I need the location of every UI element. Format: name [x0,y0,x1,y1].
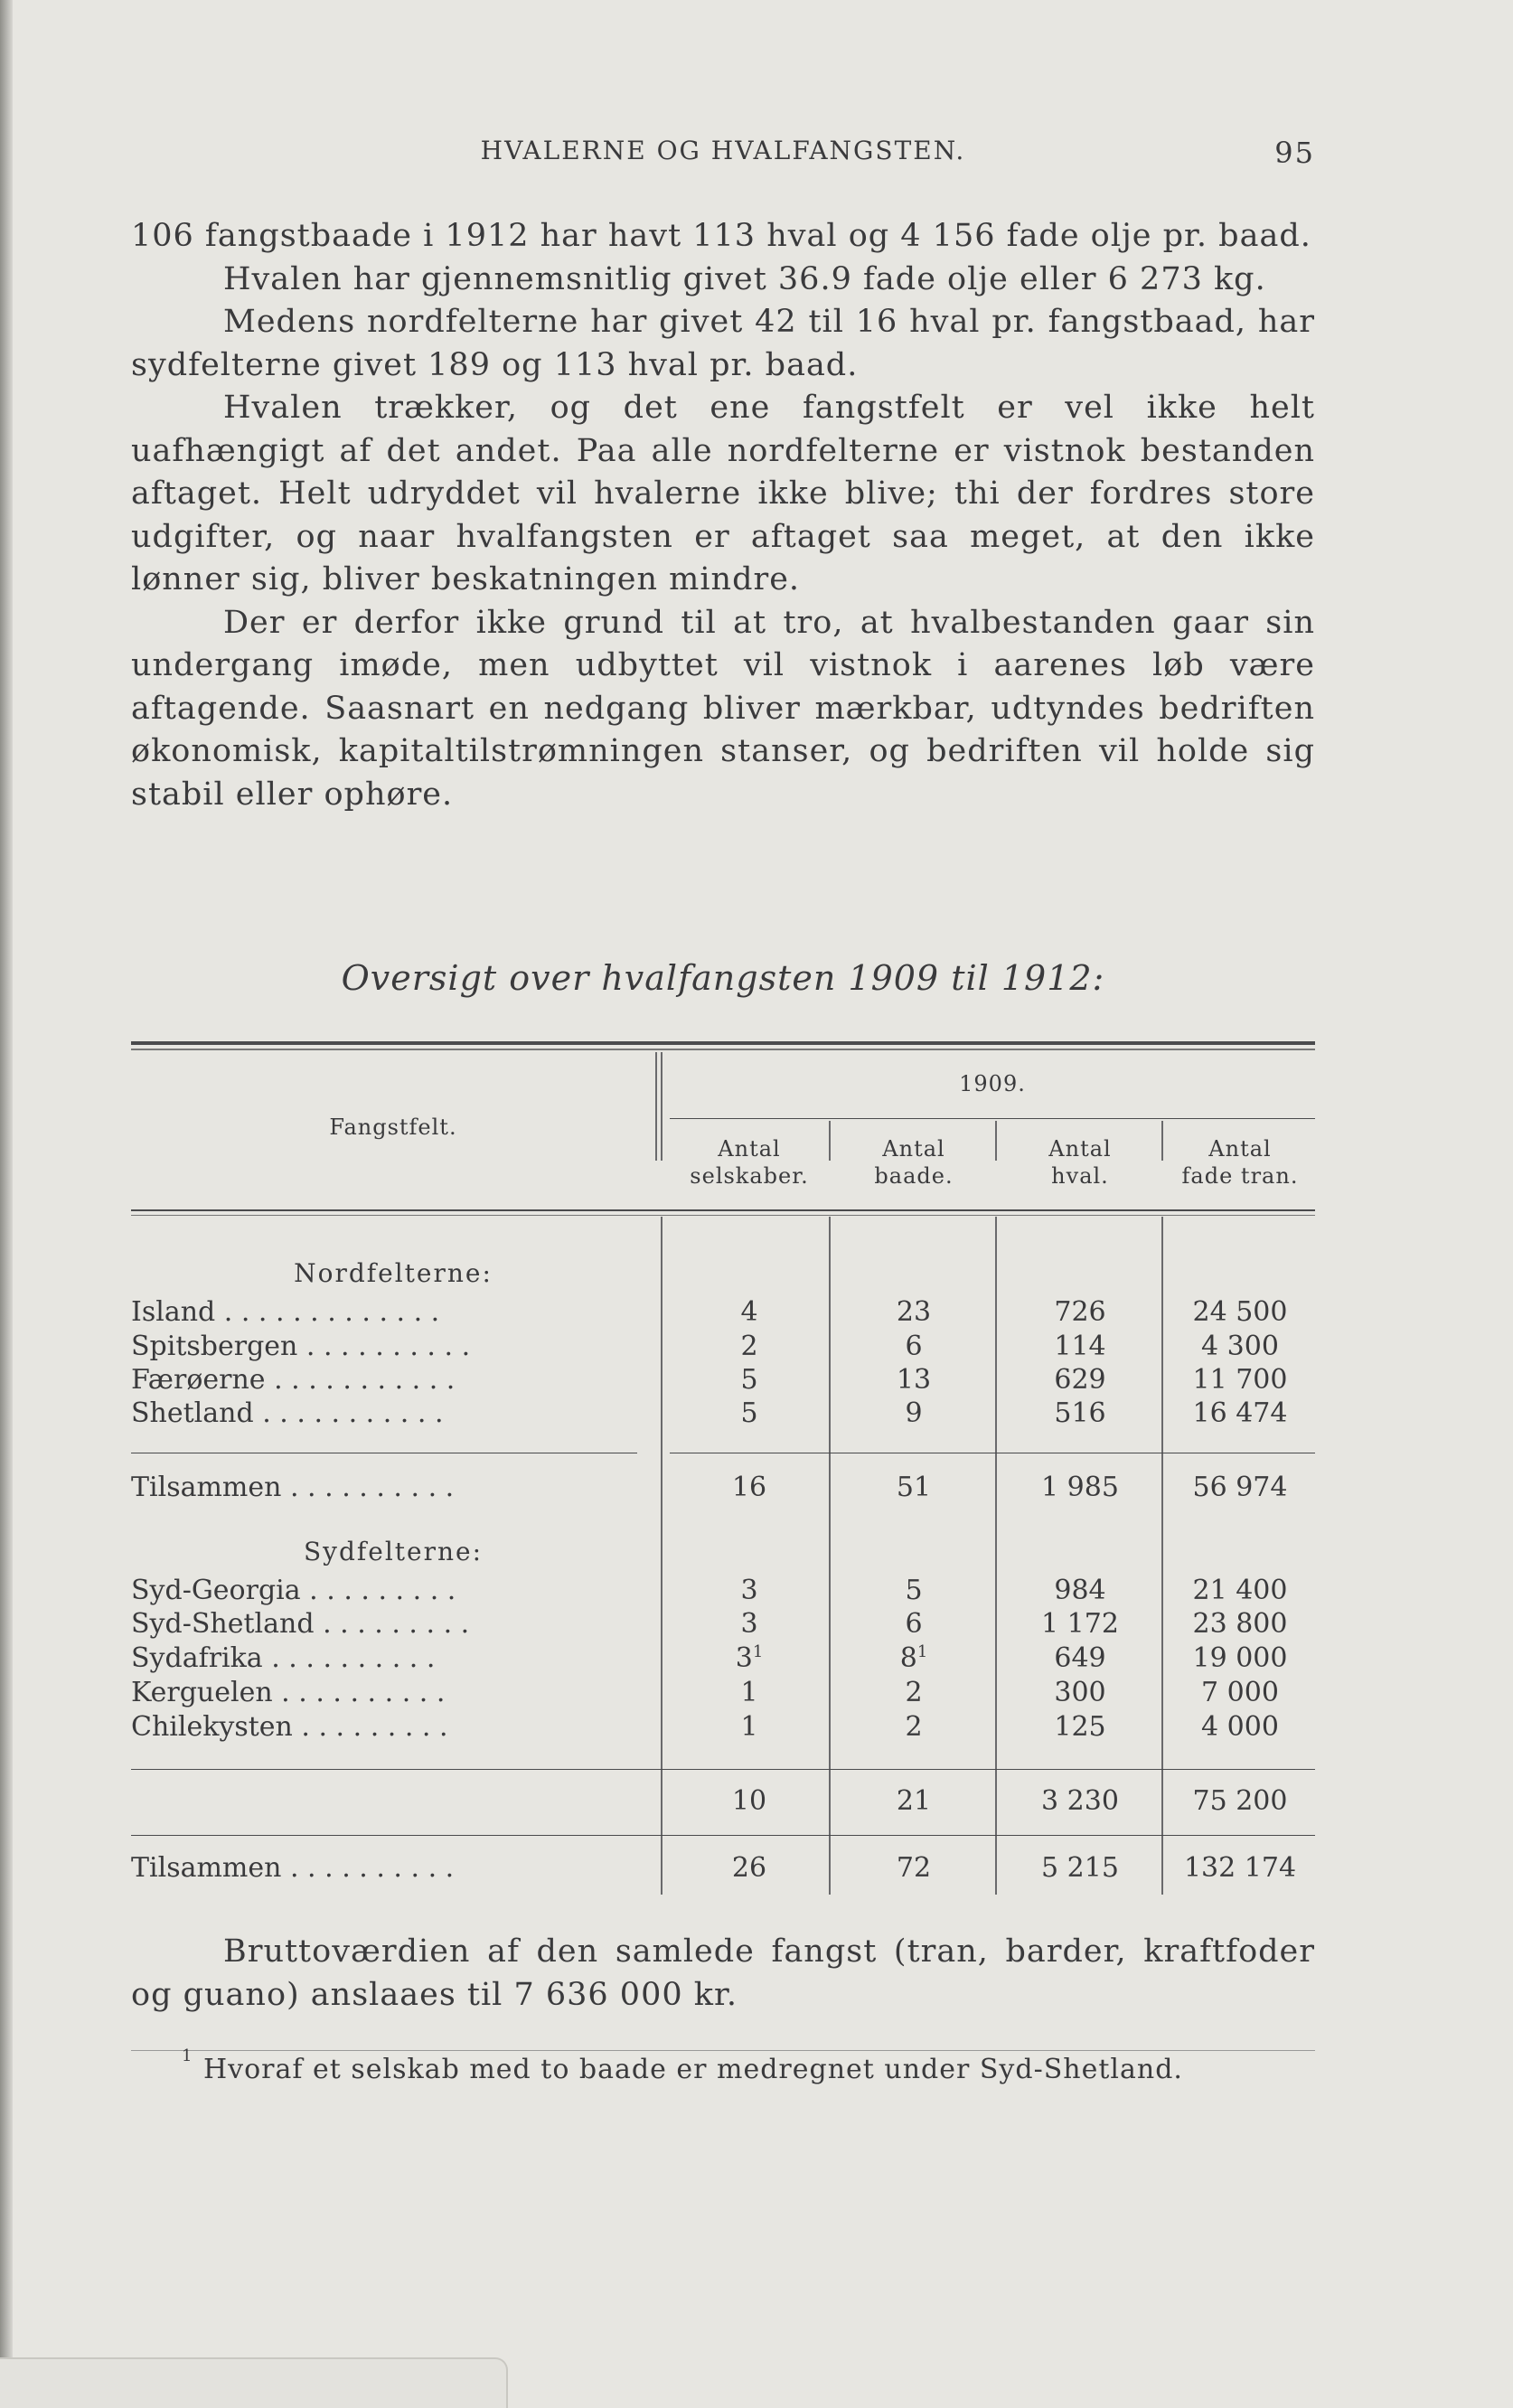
cell-selskaber: 10 [731,1785,767,1817]
subtotal-rule [131,1769,1315,1770]
col-divider [995,1121,997,1161]
cell-hval: 125 [1054,1711,1106,1743]
cell-selskaber: 5 [740,1364,758,1396]
cell-fade: 4 000 [1201,1711,1279,1743]
cell-fade: 16 474 [1192,1397,1288,1429]
cell-hval: 984 [1054,1575,1106,1606]
col-divider [829,1121,831,1161]
total-row [131,1472,1315,1506]
cell-fade: 21 400 [1192,1575,1288,1606]
cell-hval: 5 215 [1041,1852,1119,1884]
cell-selskaber: 1 [740,1711,758,1743]
paragraph: Medens nordfelterne har givet 42 til 16 hval pr. fangstbaad, har sydfelterne givet 189 og 113 hval pr. baad. [131,304,1315,383]
table-row [131,1397,1315,1432]
table-row [131,1296,1315,1331]
cell-hval: 649 [1054,1642,1106,1674]
cell-baade: 6 [905,1608,923,1640]
cell-hval: 114 [1054,1331,1106,1362]
column-header-fangstfelt: Fangstfelt. [329,1115,457,1140]
footnote-marker: 1 [916,1642,928,1661]
footnote-rule [131,2050,1315,2051]
subtotal-row [131,1785,1315,1820]
cell-baade: 21 [896,1785,932,1817]
row-name: Syd-Georgia . . . . . . . . . [131,1575,456,1606]
cell-hval: 1 985 [1041,1472,1119,1503]
cell-baade: 2 [905,1711,923,1743]
total-rule [131,1835,1315,1836]
page-bottom-edge [0,2357,508,2408]
header-bottom-rule [131,1209,1315,1211]
cell-fade: 24 500 [1192,1296,1288,1328]
cell-fade: 11 700 [1192,1364,1288,1396]
cell-selskaber: 5 [740,1397,758,1429]
cell-fade: 4 300 [1201,1331,1279,1362]
row-name: Shetland . . . . . . . . . . . [131,1397,444,1429]
row-name: Chilekysten . . . . . . . . . [131,1711,448,1743]
header-divider [655,1052,657,1161]
cell-selskaber: 3 [740,1575,758,1606]
row-name: Tilsammen . . . . . . . . . . [131,1852,455,1884]
footnote-marker: 1 [752,1642,764,1661]
cell-fade: 56 974 [1192,1472,1288,1503]
cell-baade: 13 [896,1364,932,1396]
body-text [131,215,1315,816]
paragraph: Hvalen trækker, og det ene fangstfelt er vel ikke helt uafhængigt af det andet. Paa alle nordfelterne er vistnok bestanden aftaget. Helt udryddet vil hvalerne ikke blive; thi der fordres store udgifter, og naar hvalfangsten er aftaget saa meget, at den ikke lønner sig, bliver beskatningen mindre. [131,390,1315,597]
cell-selskaber: 1 [740,1677,758,1708]
row-name: Spitsbergen . . . . . . . . . . [131,1331,471,1362]
cell-selskaber: 26 [731,1852,767,1884]
table-row [131,1608,1315,1642]
row-name: Syd-Shetland . . . . . . . . . [131,1608,470,1640]
col-divider [1161,1121,1163,1161]
row-name: Tilsammen . . . . . . . . . . [131,1472,455,1503]
cell-hval: 516 [1054,1397,1106,1429]
cell-hval: 3 230 [1041,1785,1119,1817]
cell-baade: 2 [905,1677,923,1708]
cell-fade: 7 000 [1201,1677,1279,1708]
running-title: HVALERNE OG HVALFANGSTEN. [480,136,966,165]
cell-hval: 629 [1054,1364,1106,1396]
cell-baade: 6 [905,1331,923,1362]
table-title: Oversigt over hvalfangsten 1909 til 1912: [341,958,1105,998]
cell-fade: 19 000 [1192,1642,1288,1674]
row-name: Island . . . . . . . . . . . . . [131,1296,440,1328]
whaling-table [131,1041,1315,1895]
cell-baade: $8^1$ [899,1642,928,1674]
footnote-text: Hvoraf et selskab med to baade er medregnet under Syd-Shetland. [203,2054,1183,2085]
row-name: Færøerne . . . . . . . . . . . [131,1364,456,1396]
paragraph: Hvalen har gjennemsnitlig givet 36.9 fade olje eller 6 273 kg. [223,260,1266,297]
cell-baade: 51 [896,1472,932,1503]
table-top-rule [131,1041,1315,1045]
year-underline [670,1118,1315,1119]
header-divider [661,1052,663,1161]
column-header-baade: Antal baade. [874,1136,954,1189]
cell-selskaber: $3^1$ [735,1642,764,1674]
grand-total-row [131,1852,1315,1886]
year-header: 1909. [959,1071,1026,1096]
table-row [131,1677,1315,1711]
row-name: Sydafrika . . . . . . . . . . [131,1642,436,1674]
row-name: Kerguelen . . . . . . . . . . [131,1677,446,1708]
cell-baade: 72 [896,1852,932,1884]
paragraph: Der er derfor ikke grund til at tro, at hvalbestanden gaar sin undergang imøde, men udbyttet vil vistnok i aarenes løb være aftagende. Saasnart en nedgang bliver mærkbar, udtyndes bedriften økonomisk, kapitaltilstrømningen stanser, og bedriften vil holde sig stabil eller ophøre. [131,604,1315,813]
footnote [182,2046,1183,2085]
cell-hval: 1 172 [1041,1608,1119,1640]
table-row [131,1575,1315,1609]
paragraph-after-table: Bruttoværdien af den samlede fangst (tran, barder, kraftfoder og guano) anslaaes til 7 636 000 kr. [131,1933,1315,2013]
footnote-marker: 1 [182,2046,193,2065]
group-label-nordfelterne: Nordfelterne: [294,1258,493,1288]
column-header-selskaber: Antal selskaber. [690,1136,809,1189]
group-label-sydfelterne: Sydfelterne: [303,1537,484,1566]
table-row [131,1364,1315,1398]
page-number: 95 [1274,136,1315,170]
cell-hval: 726 [1054,1296,1106,1328]
header-bottom-rule-thin [131,1215,1315,1216]
table-row [131,1711,1315,1745]
cell-baade: 5 [905,1575,923,1606]
table-top-rule-thin [131,1049,1315,1050]
table-row [131,1642,1315,1677]
cell-fade: 23 800 [1192,1608,1288,1640]
page-edge [0,0,13,2406]
table-row [131,1331,1315,1365]
cell-baade: 9 [905,1397,923,1429]
cell-selskaber: 4 [740,1296,758,1328]
paragraph: 106 fangstbaade i 1912 har havt 113 hval og 4 156 fade olje pr. baad. [131,218,1311,254]
column-header-fade: Antal fade tran. [1181,1136,1299,1189]
page-header [131,136,1315,172]
cell-hval: 300 [1054,1677,1106,1708]
cell-fade: 75 200 [1192,1785,1288,1817]
cell-baade: 23 [896,1296,932,1328]
cell-fade: 132 174 [1183,1852,1297,1884]
column-header-hval: Antal hval. [1048,1136,1112,1189]
cell-selskaber: 16 [731,1472,767,1503]
cell-selskaber: 2 [740,1331,758,1362]
cell-selskaber: 3 [740,1608,758,1640]
